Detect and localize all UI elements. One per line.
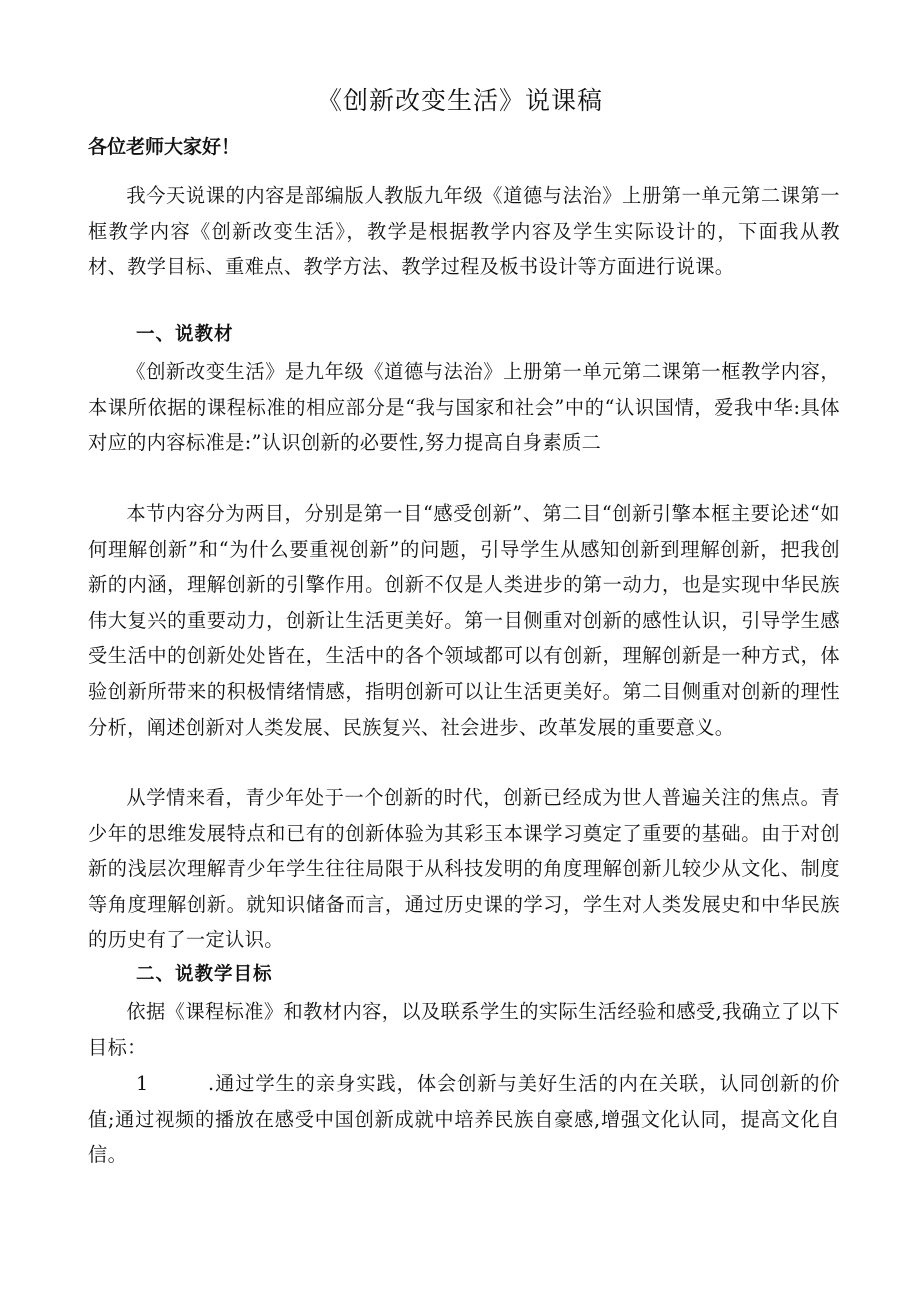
section-heading-objectives: 二、说教学目标 (136, 964, 273, 985)
document-title: 《创新改变生活》说课稿 (316, 86, 603, 115)
textbook-paragraph-2: 本节内容分为两目，分别是第一目“感受创新”、第二目“创新引擎本框主要论述“如何理解创新”和“为什么要重视创新”的问题，引导学生从感知创新到理解创新，把我创新的内涵，理解创新的引擎作用。创新不仅是人类进步的第一动力，也是实现中华民族伟大复兴的重要动力，创新让生活更美好。第一目侧重对创新的感性认识，引导学生感受生活中的创新处处皆在，生活中的各个领域都可以有创新，理解创新是一种方式，体验创新所带来的积极情绪情感，指明创新可以让生活更美好。第二目侧重对创新的理性分析，阐述创新对人类发展、民族复兴、社会进步、改革发展的重要意义。 (88, 502, 840, 739)
greeting: 各位老师大家好！ (88, 136, 241, 158)
textbook-paragraph-1: 《创新改变生活》是九年级《道德与法治》上册第一单元第二课第一框教学内容，本课所依据的课程标准的相应部分是“我与国家和社会”中的“认识国情，爱我中华:具体对应的内容标准是:”认识创新的必要性,努力提高自身素质二 (88, 360, 840, 455)
textbook-paragraph-3: 从学情来看，青少年处于一个创新的时代，创新已经成为世人普遍关注的焦点。青少年的思维发展特点和已有的创新体验为其彩玉本课学习奠定了重要的基础。由于对创新的浅层次理解青少年学生往往局限于从科技发明的角度理解创新儿较少从文化、制度等角度理解创新。就知识储备而言，通过历史课的学习，学生对人类发展史和中华民族的历史有了一定认识。 (88, 786, 840, 952)
intro-paragraph: 我今天说课的内容是部编版人教版九年级《道德与法治》上册第一单元第二课第一框教学内容《创新改变生活》，教学是根据教学内容及学生实际设计的，下面我从教材、教学目标、重难点、教学方法、教学过程及板书设计等方面进行说课。 (88, 184, 840, 279)
objective-item-text: .通过学生的亲身实践，体会创新与美好生活的内在关联，认同创新的价值;通过视频的播放在感受中国创新成就中培养民族自豪感,增强文化认同，提高文化自信。 (88, 1072, 840, 1167)
objectives-intro-paragraph: 依据《课程标准》和教材内容，以及联系学生的实际生活经验和感受,我确立了以下目标： (88, 1000, 840, 1059)
objective-item-number: 1 (136, 1072, 149, 1095)
section-heading-textbook: 一、说教材 (136, 324, 234, 345)
objective-item-1 (88, 1066, 840, 1173)
